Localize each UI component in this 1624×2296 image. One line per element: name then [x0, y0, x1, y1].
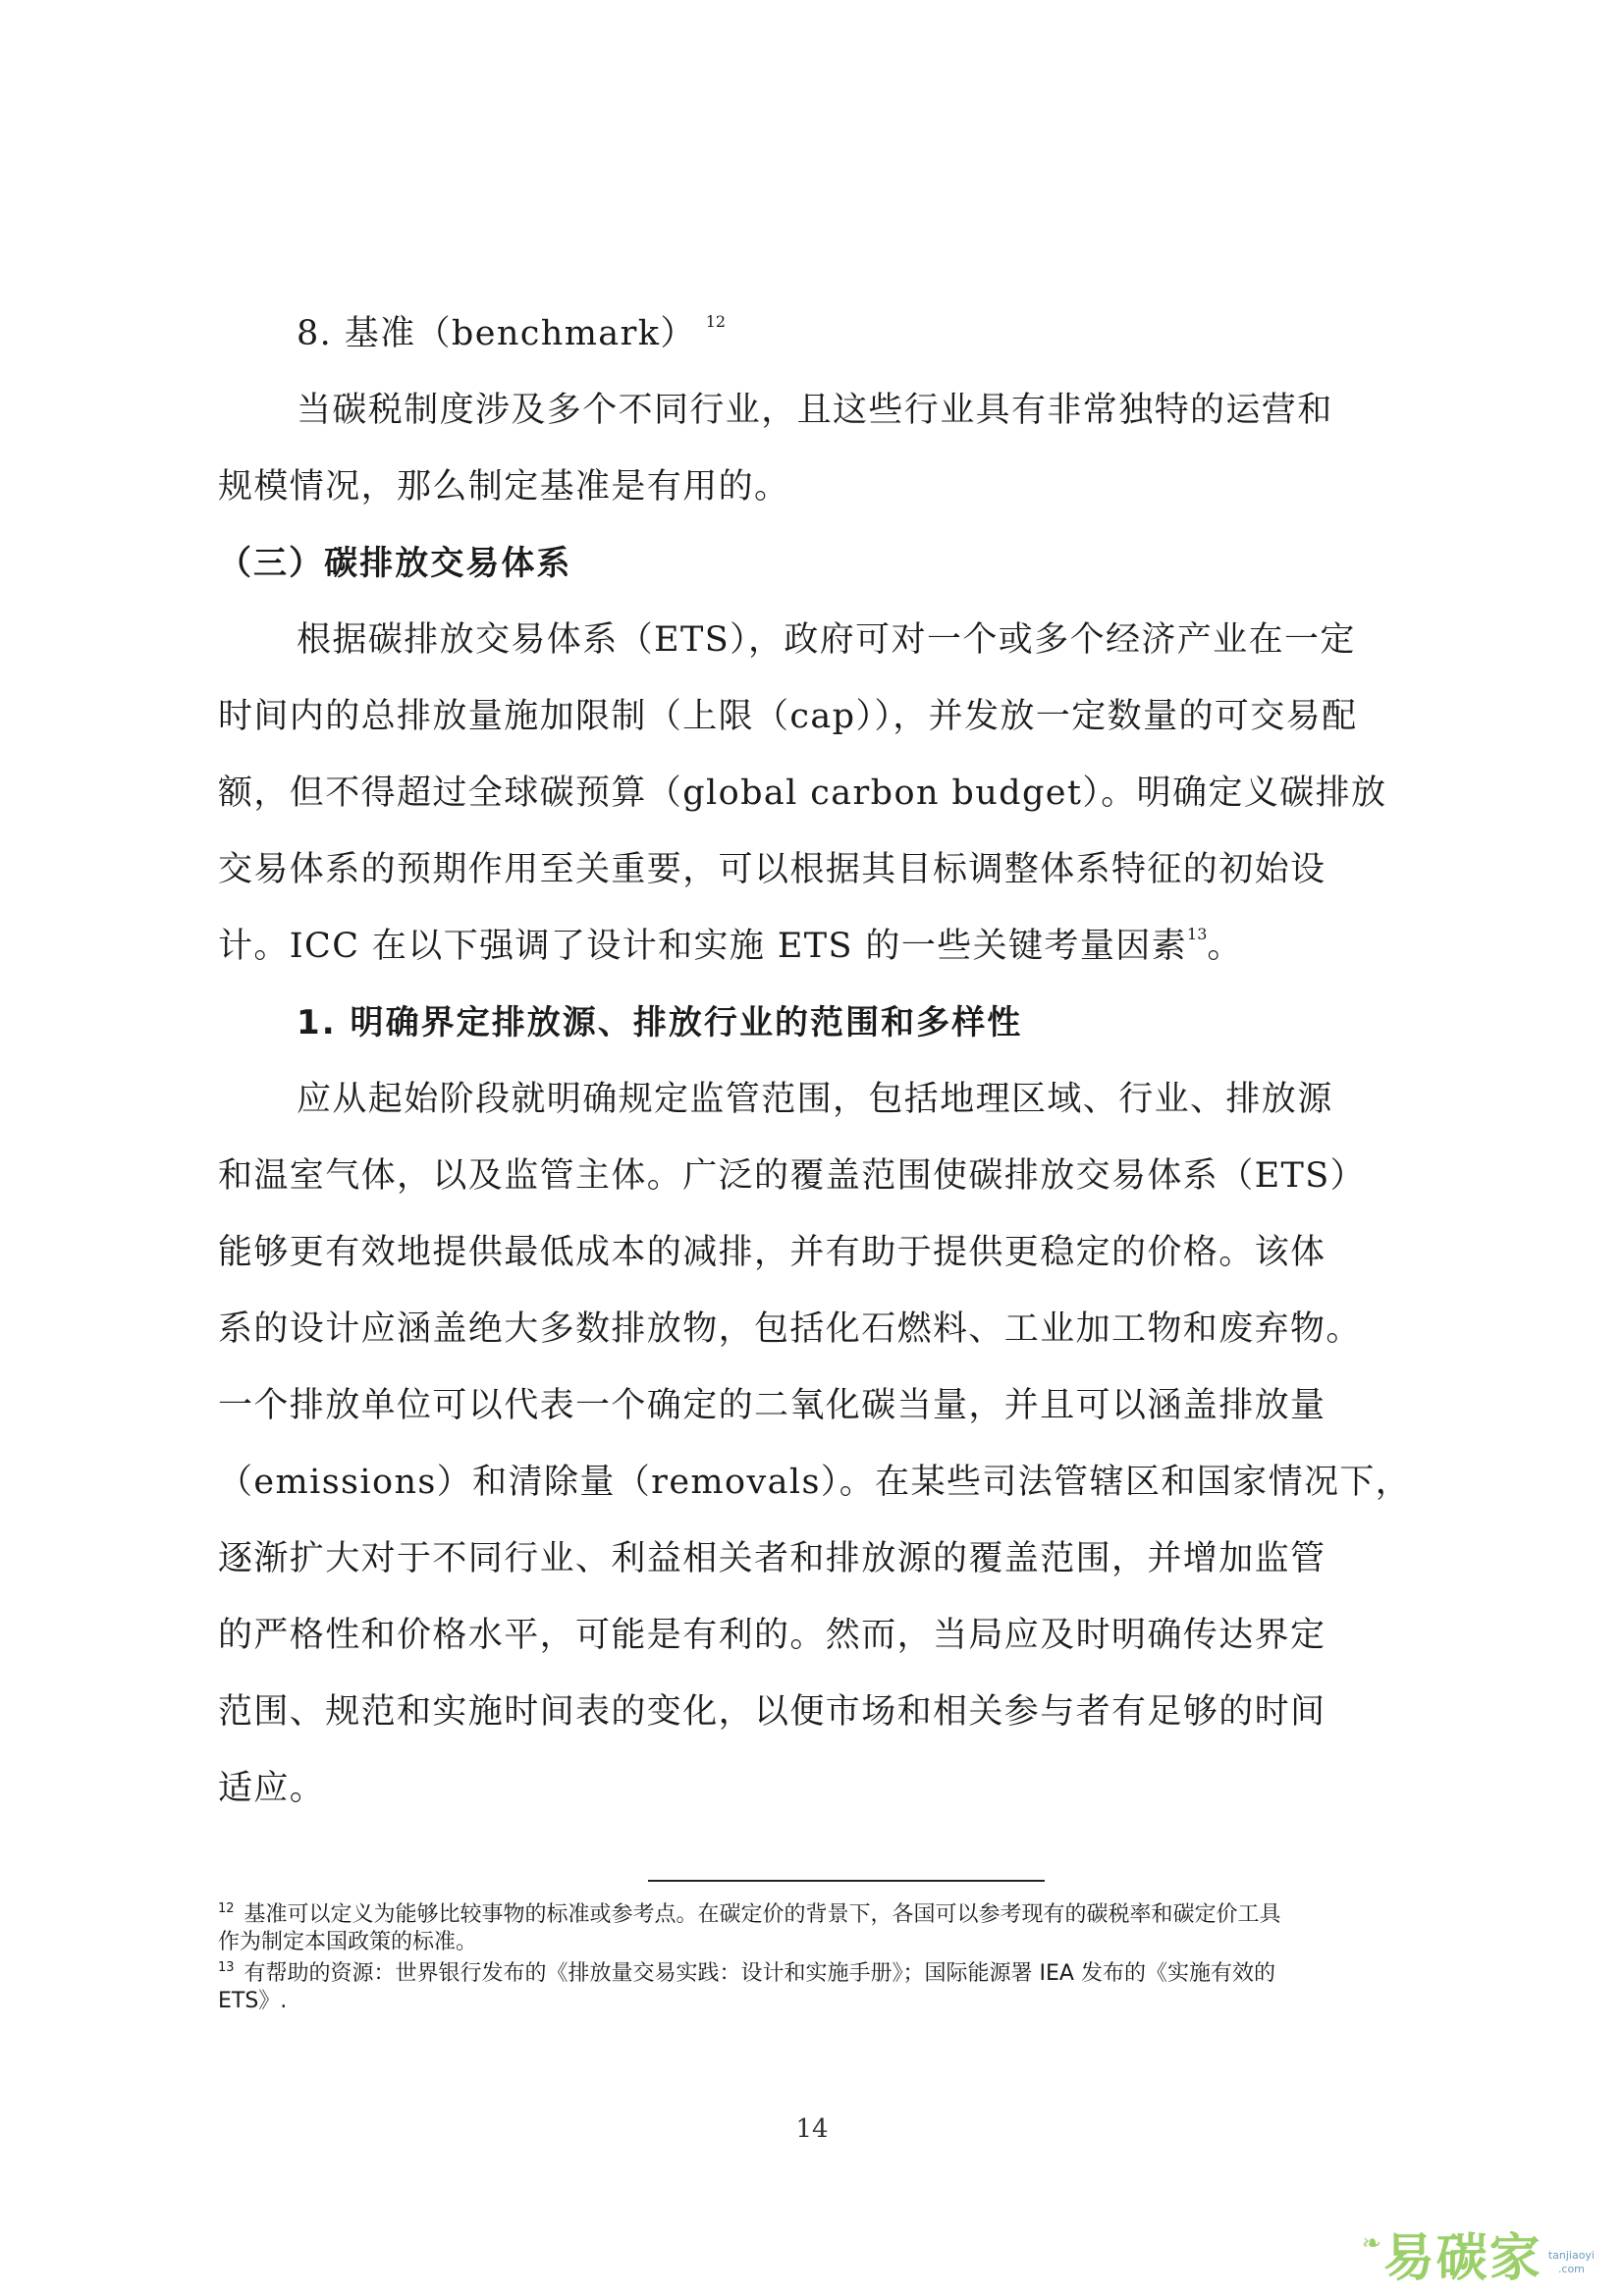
paragraph-line: [218, 925, 1243, 968]
paragraph-line-text: 计。ICC 在以下强调了设计和实施 ETS 的一些关键考量因素: [218, 927, 1188, 966]
paragraph-line: 一个排放单位可以代表一个确定的二氧化碳当量，并且可以涵盖排放量: [218, 1386, 1326, 1425]
paragraph-line: 逐渐扩大对于不同行业、利益相关者和排放源的覆盖范围，并增加监管: [218, 1539, 1326, 1578]
section-1-heading: 1. 明确界定排放源、排放行业的范围和多样性: [297, 1003, 1023, 1042]
footnote-ref-13[interactable]: 13: [1187, 925, 1208, 943]
watermark-url-line1: tanjiaoyi: [1547, 2249, 1595, 2262]
footnote-ref-12[interactable]: 12: [705, 312, 727, 331]
watermark-logo: [1361, 2229, 1595, 2288]
watermark-text: 易碳家: [1382, 2229, 1543, 2288]
paragraph-line: 根据碳排放交易体系（ETS），政府可对一个或多个经济产业在一定: [297, 620, 1356, 660]
footnote-separator: [648, 1880, 1045, 1882]
footnote-13-cont: ETS》.: [218, 1989, 288, 2013]
paragraph-line: 的严格性和价格水平，可能是有利的。然而，当局应及时明确传达界定: [218, 1616, 1326, 1655]
footnote-13-text: 有帮助的资源：世界银行发布的《排放量交易实践：设计和实施手册》；国际能源署 IEA 发布的《实施有效的: [244, 1961, 1275, 1986]
paragraph-line-end: 。: [1207, 927, 1243, 966]
section-8-heading-text: 8. 基准（benchmark）: [297, 314, 696, 353]
paragraph-line: 和温室气体，以及监管主体。广泛的覆盖范围使碳排放交易体系（ETS）: [218, 1156, 1367, 1196]
paragraph-line: 适应。: [218, 1769, 326, 1808]
paragraph-line: 时间内的总排放量施加限制（上限（cap）），并发放一定数量的可交易配: [218, 697, 1358, 736]
page-number: 14: [795, 2114, 829, 2144]
watermark-url: [1548, 2249, 1595, 2276]
section-8-heading: [297, 312, 726, 355]
paragraph-line: 能够更有效地提供最低成本的减排，并有助于提供更稳定的价格。该体: [218, 1233, 1326, 1272]
footnote-12: [218, 1902, 1281, 1928]
paragraph-line: 范围、规范和实施时间表的变化，以便市场和相关参与者有足够的时间: [218, 1692, 1326, 1732]
footnote-13-mark: 13: [218, 1960, 235, 1975]
footnote-12-text: 基准可以定义为能够比较事物的标准或参考点。在碳定价的背景下，各国可以参考现有的碳税率和碳定价工具: [244, 1902, 1281, 1927]
paragraph-line: 当碳税制度涉及多个不同行业，且这些行业具有非常独特的运营和: [297, 391, 1333, 430]
paragraph-line: 额，但不得超过全球碳预算（global carbon budget）。明确定义碳排放: [218, 774, 1387, 813]
paragraph-line: 规模情况，那么制定基准是有用的。: [218, 467, 790, 507]
watermark-url-line2: .com: [1557, 2263, 1585, 2275]
paragraph-line: 交易体系的预期作用至关重要，可以根据其目标调整体系特征的初始设: [218, 850, 1326, 889]
paragraph-line: 应从起始阶段就明确规定监管范围，包括地理区域、行业、排放源: [297, 1080, 1333, 1119]
footnote-12-mark: 12: [218, 1901, 235, 1916]
footnote-13: [218, 1961, 1275, 1987]
leaf-icon: ❧: [1361, 2229, 1381, 2257]
footnote-12-cont: 作为制定本国政策的标准。: [218, 1930, 478, 1954]
paragraph-line: （emissions）和清除量（removals）。在某些司法管辖区和国家情况下，: [218, 1463, 1412, 1502]
section-three-heading: （三）碳排放交易体系: [218, 544, 572, 583]
paragraph-line: 系的设计应涵盖绝大多数排放物，包括化石燃料、工业加工物和废弃物。: [218, 1309, 1362, 1349]
